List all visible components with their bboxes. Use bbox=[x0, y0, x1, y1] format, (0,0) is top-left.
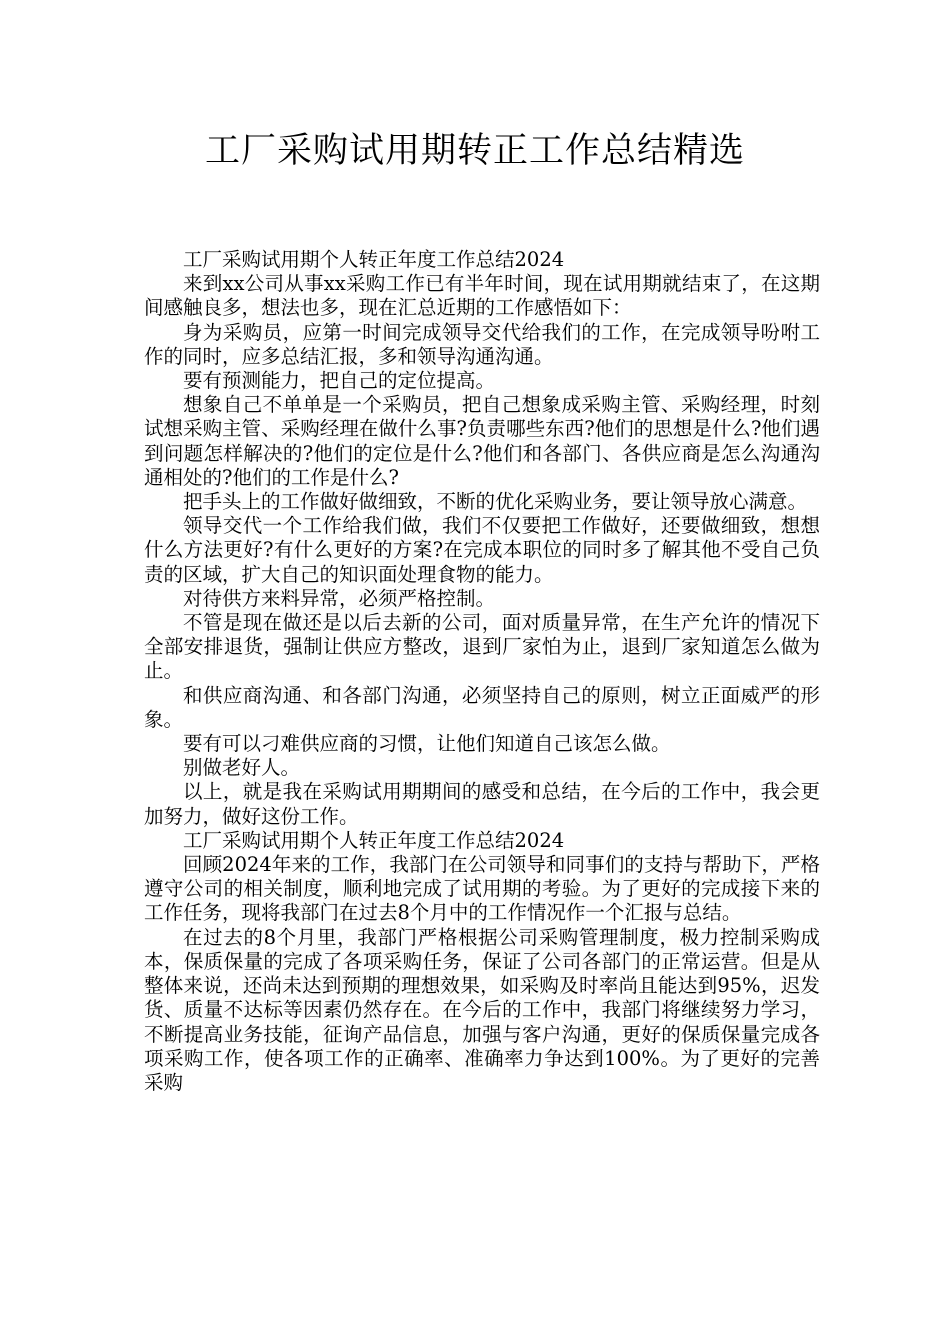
paragraph: 来到xx公司从事xx采购工作已有半年时间，现在试用期就结束了，在这期间感触良多，想法也多，现在汇总近期的工作感悟如下： bbox=[144, 272, 820, 320]
paragraph: 要有预测能力，把自己的定位提高。 bbox=[183, 369, 496, 393]
paragraph: 身为采购员，应第一时间完成领导交代给我们的工作，在完成领导吩咐工作的同时，应多总结汇报，多和领导沟通沟通。 bbox=[144, 320, 820, 368]
paragraph: 以上，就是我在采购试用期期间的感受和总结，在今后的工作中，我会更加努力，做好这份工作。 bbox=[144, 780, 820, 828]
document-body bbox=[144, 248, 820, 1095]
paragraph: 和供应商沟通、和各部门沟通，必须坚持自己的原则，树立正面威严的形象。 bbox=[144, 683, 820, 731]
paragraph: 工厂采购试用期个人转正年度工作总结2024 bbox=[183, 828, 565, 852]
paragraph: 回顾2024年来的工作，我部门在公司领导和同事们的支持与帮助下，严格遵守公司的相关制度，顺利地完成了试用期的考验。为了更好的完成接下来的工作任务，现将我部门在过去8个月中的工作情况作一个汇报与总结。 bbox=[144, 853, 820, 925]
paragraph: 把手头上的工作做好做细致，不断的优化采购业务，要让领导放心满意。 bbox=[183, 490, 808, 514]
paragraph: 想象自己不单单是一个采购员，把自己想象成采购主管、采购经理，时刻试想采购主管、采购经理在做什么事?负责哪些东西?他们的思想是什么?他们遇到问题怎样解决的?他们的定位是什么?他们和各部门、各供应商是怎么沟通沟通相处的?他们的工作是什么? bbox=[144, 393, 820, 489]
paragraph: 在过去的8个月里，我部门严格根据公司采购管理制度，极力控制采购成本，保质保量的完成了各项采购任务，保证了公司各部门的正常运营。但是从整体来说，还尚未达到预期的理想效果，如采购及时率尚且能达到95%，迟发货、质量不达标等因素仍然存在。在今后的工作中，我部门将继续努力学习，不断提高业务技能，征询产品信息，加强与客户沟通，更好的保质保量完成各项采购工作，使各项工作的正确率、准确率力争达到100%。为了更好的完善采购 bbox=[144, 925, 820, 1094]
paragraph: 别做老好人。 bbox=[183, 756, 301, 780]
document-title: 工厂采购试用期转正工作总结精选 bbox=[204, 131, 745, 171]
paragraph: 不管是现在做还是以后去新的公司，面对质量异常，在生产允许的情况下全部安排退货，强制让供应方整改，退到厂家怕为止，退到厂家知道怎么做为止。 bbox=[144, 611, 820, 683]
paragraph: 要有可以刁难供应商的习惯，让他们知道自己该怎么做。 bbox=[183, 732, 671, 756]
paragraph: 领导交代一个工作给我们做，我们不仅要把工作做好，还要做细致，想想什么方法更好?有什么更好的方案?在完成本职位的同时多了解其他不受自己负责的区域，扩大自己的知识面处理食物的能力。 bbox=[144, 514, 820, 586]
paragraph: 工厂采购试用期个人转正年度工作总结2024 bbox=[183, 248, 565, 271]
paragraph: 对待供方来料异常，必须严格控制。 bbox=[183, 586, 496, 610]
